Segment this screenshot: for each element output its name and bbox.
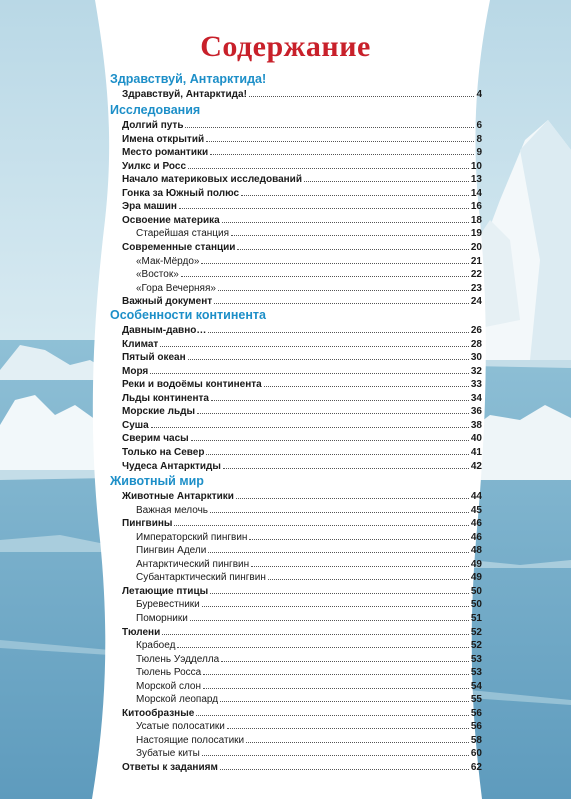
page-number: 22 [470,269,482,281]
dot-leader [188,359,469,360]
page-number: 24 [470,296,482,308]
toc-entry-label: Моря [122,365,149,377]
page-number: 21 [470,255,482,267]
page-number: 9 [476,147,482,159]
page-number: 58 [470,734,482,746]
dot-leader [185,127,474,128]
toc-entry-label: Освоение материка [122,214,220,226]
dot-leader [201,263,468,264]
toc-entry-label: Суша [122,419,149,431]
page-number: 53 [470,667,482,679]
toc-entry-label: Усатые полосатики [136,721,225,733]
dot-leader [188,168,469,169]
page-number: 49 [470,558,482,570]
toc-entry-label: Важная мелочь [136,504,209,516]
toc-entry[interactable] [122,491,482,504]
toc-entry[interactable] [122,339,482,352]
page-number: 42 [470,460,482,472]
page-number: 45 [470,504,482,516]
toc-entry[interactable] [122,461,482,474]
toc-entry[interactable] [122,393,482,406]
dot-leader [206,454,468,455]
toc-entry-label: Эра машин [122,201,177,213]
toc-entry-label: Буревестники [136,599,200,611]
toc-entry[interactable] [136,654,482,667]
toc-entry[interactable] [136,256,482,269]
dot-leader [203,688,469,689]
toc-entry[interactable] [122,215,482,228]
toc-entry[interactable] [122,518,482,531]
dot-leader [231,235,469,236]
dot-leader [218,290,469,291]
toc-entry[interactable] [136,505,482,518]
dot-leader [268,579,469,580]
page-number: 4 [476,89,482,100]
dot-leader [264,386,469,387]
toc-entry[interactable] [122,161,482,174]
dot-leader [177,647,468,648]
toc-entry[interactable] [136,681,482,694]
toc-entry-label: Субантарктический пингвин [136,572,266,584]
page-number: 23 [470,282,482,294]
toc-entry-label: Долгий путь [122,120,184,131]
toc-entry[interactable] [122,379,482,392]
dot-leader [196,715,469,716]
page-number: 41 [470,446,482,458]
toc-entry[interactable] [122,586,482,599]
page-number: 28 [470,338,482,350]
page-number: 53 [470,653,482,665]
toc-entry-label: Чудеса Антарктиды [122,460,221,472]
toc-entry[interactable] [122,201,482,214]
toc-entry-label: Зубатые киты [136,748,200,760]
toc-entry-label: Животные Антарктики [122,491,234,502]
toc-entry[interactable] [122,174,482,187]
toc-entry-label: Реки и водоёмы континента [122,379,262,391]
toc-entry[interactable] [122,134,482,147]
section-heading: Здравствуй, Антарктида! [110,72,267,86]
page-number: 20 [470,241,482,253]
toc-entry-label: Китообразные [122,707,195,719]
page-number: 40 [470,433,482,445]
page-number: 16 [470,201,482,213]
toc-entry-label: Крабоед [136,640,176,652]
dot-leader [203,674,469,675]
toc-entry[interactable] [136,532,482,545]
dot-leader [191,440,469,441]
dot-leader [220,769,469,770]
dot-leader [190,620,469,621]
toc-entry[interactable] [122,366,482,379]
toc-entry[interactable] [122,89,482,102]
page-number: 8 [476,133,482,145]
dot-leader [208,332,469,333]
page-number: 48 [470,545,482,557]
page-number: 13 [470,174,482,186]
toc-entry-label: Тюлень Росса [136,667,202,679]
toc-entry[interactable] [122,147,482,160]
page-number: 50 [470,599,482,611]
toc-entry[interactable] [122,352,482,365]
toc-entry[interactable] [122,188,482,201]
toc-entry-label: «Восток» [136,269,179,281]
dot-leader [236,498,469,499]
toc-entry-label: Давным-давно… [122,325,207,336]
page-number: 30 [470,352,482,364]
page-number: 55 [470,694,482,706]
dot-leader [223,468,469,469]
dot-leader [227,728,469,729]
dot-leader [210,512,469,513]
page-number: 38 [470,419,482,431]
dot-leader [202,755,469,756]
toc-entry-label: Поморники [136,612,188,624]
toc-entry[interactable] [136,640,482,653]
page-number: 33 [470,379,482,391]
toc-entry[interactable] [136,667,482,680]
toc-entry-label: «Мак-Мёрдо» [136,255,200,267]
dot-leader [241,195,469,196]
toc-entry[interactable] [136,545,482,558]
toc-entry[interactable] [136,559,482,572]
page-number: 60 [470,748,482,760]
dot-leader [174,525,468,526]
toc-entry-label: Место романтики [122,147,209,159]
dot-leader [179,208,469,209]
dot-leader [249,539,468,540]
dot-leader [197,413,469,414]
toc-entry[interactable] [122,120,482,133]
toc-entry[interactable] [122,708,482,721]
toc-entry[interactable] [122,433,482,446]
page-number: 34 [470,392,482,404]
section-heading: Исследования [110,103,201,117]
toc-entry[interactable] [136,721,482,734]
toc-entry[interactable] [122,627,482,640]
page-number: 36 [470,406,482,418]
page-number: 49 [470,572,482,584]
page-number: 46 [470,518,482,530]
toc-entry-label: Льды континента [122,392,209,404]
toc-entry-label: Старейшая станция [136,228,230,240]
dot-leader [181,276,469,277]
dot-leader [251,566,469,567]
dot-leader [222,222,469,223]
toc-entry[interactable] [122,242,482,255]
toc-entry[interactable] [122,406,482,419]
dot-leader [210,154,474,155]
toc-entry-label: Начало материковых исследований [122,174,302,186]
toc-entry-label: Гонка за Южный полюс [122,187,240,199]
page-title: Содержание [200,30,371,63]
section-heading: Особенности континента [110,308,266,322]
toc-entry[interactable] [136,269,482,282]
dot-leader [214,303,469,304]
toc-entry[interactable] [136,748,482,761]
page-number: 62 [470,762,482,773]
toc-entry[interactable] [136,228,482,241]
dot-leader [246,742,469,743]
toc-entry-label: Пингвины [122,518,173,530]
section-heading: Животный мир [110,474,204,488]
toc-entry[interactable] [136,735,482,748]
dot-leader [221,661,469,662]
dot-leader [151,427,469,428]
page-number: 46 [470,531,482,543]
page-number: 19 [470,228,482,240]
page-number: 44 [470,491,482,502]
page-number: 14 [470,187,482,199]
toc-entry[interactable] [136,572,482,585]
page-number: 10 [470,160,482,172]
dot-leader [206,141,474,142]
dot-leader [210,593,469,594]
toc-entry-label: Современные станции [122,241,236,253]
toc-entry-label: «Гора Вечерняя» [136,282,216,294]
dot-leader [162,634,469,635]
toc-entry-label: Летающие птицы [122,585,209,597]
toc-entry-label: Антарктический пингвин [136,558,250,570]
dot-leader [211,400,469,401]
page-number: 51 [470,612,482,624]
toc-entry-label: Только на Север [122,446,205,458]
dot-leader [202,606,469,607]
toc-entry-label: Морские льды [122,406,195,418]
page-number: 26 [470,325,482,336]
dot-leader [150,373,469,374]
toc-entry[interactable] [122,325,482,338]
toc-entry-label: Настоящие полосатики [136,734,245,746]
toc-entry-label: Здравствуй, Антарктида! [122,89,247,100]
toc-entry-label: Климат [122,338,159,350]
toc-entry-label: Пятый океан [122,352,186,364]
toc-entry-label: Морской леопард [136,694,219,706]
toc-entry-label: Важный документ [122,296,213,308]
toc-entry-label: Имена открытий [122,133,205,145]
page-number: 52 [470,626,482,638]
toc-entry[interactable] [136,694,482,707]
toc-entry[interactable] [136,283,482,296]
toc-entry-label: Императорский пингвин [136,531,248,543]
toc-entry-label: Пингвин Адели [136,545,207,557]
toc-entry-label: Морской слон [136,680,202,692]
toc-entry-label: Уилкс и Росс [122,160,186,172]
page-number: 6 [476,120,482,131]
toc-entry[interactable] [122,762,482,775]
dot-leader [304,181,469,182]
page-number: 56 [470,707,482,719]
dot-leader [249,96,475,97]
page-number: 54 [470,680,482,692]
page-number: 52 [470,640,482,652]
toc-entry[interactable] [122,420,482,433]
page-number: 50 [470,585,482,597]
dot-leader [237,249,468,250]
page-number: 32 [470,365,482,377]
page-number: 18 [470,214,482,226]
toc-entry-label: Ответы к заданиям [122,762,218,773]
dot-leader [208,552,469,553]
page-number: 56 [470,721,482,733]
dot-leader [160,346,469,347]
toc-entry[interactable] [122,447,482,460]
toc-entry-label: Тюлень Уэдделла [136,653,220,665]
toc-entry[interactable] [136,599,482,612]
toc-entry[interactable] [136,613,482,626]
toc-entry-label: Тюлени [122,626,161,638]
dot-leader [220,701,469,702]
toc-entry-label: Сверим часы [122,433,189,445]
